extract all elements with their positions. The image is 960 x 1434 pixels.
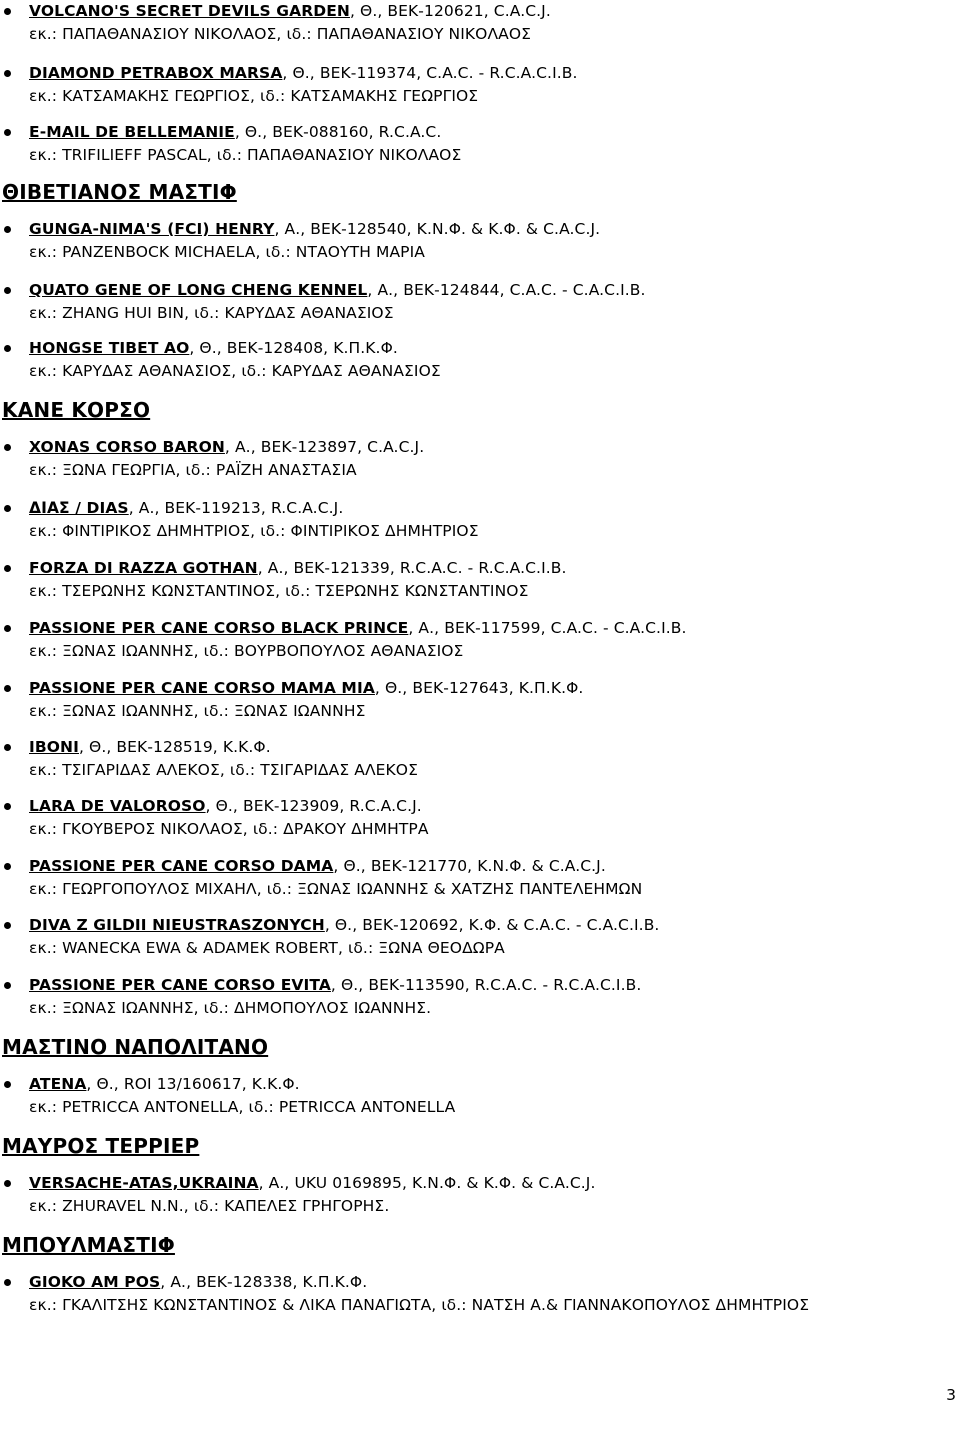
dog-details: , Θ., ΒΕΚ-127643, Κ.Π.Κ.Φ. bbox=[374, 679, 584, 697]
entry-title-line bbox=[29, 218, 600, 240]
bullet-icon bbox=[4, 565, 11, 572]
dog-details: , Θ., ΒΕΚ-123909, R.C.A.C.J. bbox=[205, 797, 422, 815]
entry-title-line bbox=[29, 974, 641, 996]
bullet-icon bbox=[4, 922, 11, 929]
entry-title-line bbox=[29, 62, 578, 84]
entry-title-line bbox=[29, 436, 424, 458]
bullet-icon bbox=[4, 685, 11, 692]
entry-title-line bbox=[29, 1172, 596, 1194]
entry-title-line bbox=[29, 617, 687, 639]
dog-name: PASSIONE PER CANE CORSO EVITA bbox=[29, 976, 331, 994]
bullet-icon bbox=[4, 982, 11, 989]
dog-details: , Α., UKU 0169895, Κ.Ν.Φ. & Κ.Φ. & C.A.C.J. bbox=[258, 1174, 596, 1192]
bullet-icon bbox=[4, 1180, 11, 1187]
dog-name: HONGSE TIBET AO bbox=[29, 339, 190, 357]
page-number: 3 bbox=[946, 1386, 956, 1404]
owners-line: εκ.: WANECKA EWA & ADAMEK ROBERT, ιδ.: ΞΩΝΑ ΘΕΟΔΩΡΑ bbox=[29, 939, 505, 957]
dog-name: XONAS CORSO BARON bbox=[29, 438, 225, 456]
dog-details: , Θ., ΒΕΚ-128408, Κ.Π.Κ.Φ. bbox=[189, 339, 398, 357]
bullet-icon bbox=[4, 625, 11, 632]
dog-details: , Θ., ΒΕΚ-113590, R.C.A.C. - R.C.A.C.I.B. bbox=[330, 976, 642, 994]
owners-line: εκ.: ΞΩΝΑΣ ΙΩΑΝΝΗΣ, ιδ.: ΔΗΜΟΠΟΥΛΟΣ ΙΩΑΝΝΗΣ. bbox=[29, 999, 432, 1017]
bullet-icon bbox=[4, 8, 11, 15]
dog-details: , Θ., ΒΕΚ-120692, Κ.Φ. & C.A.C. - C.A.C.I.B. bbox=[324, 916, 660, 934]
owners-line: εκ.: ZHANG HUI BIN, ιδ.: ΚΑΡΥΔΑΣ ΑΘΑΝΑΣΙΟΣ bbox=[29, 304, 394, 322]
dog-name: DIAMOND PETRABOX MARSA bbox=[29, 64, 283, 82]
dog-details: , Θ., ΒΕΚ-121770, Κ.Ν.Φ. & C.A.C.J. bbox=[333, 857, 606, 875]
owners-line: εκ.: ΤΣΕΡΩΝΗΣ ΚΩΝΣΤΑΝΤΙΝΟΣ, ιδ.: ΤΣΕΡΩΝΗΣ ΚΩΝΣΤΑΝΤΙΝΟΣ bbox=[29, 582, 529, 600]
section-heading: ΜΑΣΤΙΝΟ ΝΑΠΟΛΙΤΑΝΟ bbox=[2, 1035, 269, 1059]
bullet-icon bbox=[4, 1279, 11, 1286]
dog-name: PASSIONE PER CANE CORSO DAMA bbox=[29, 857, 334, 875]
dog-details: , Α., ΒΕΚ-124844, C.A.C. - C.A.C.I.B. bbox=[367, 281, 646, 299]
entry-title-line bbox=[29, 0, 551, 22]
owners-line: εκ.: ΚΑΤΣΑΜΑΚΗΣ ΓΕΩΡΓΙΟΣ, ιδ.: ΚΑΤΣΑΜΑΚΗΣ ΓΕΩΡΓΙΟΣ bbox=[29, 87, 479, 105]
dog-name: PASSIONE PER CANE CORSO MAMA MIA bbox=[29, 679, 375, 697]
owners-line: εκ.: PETRICCA ANTONELLA, ιδ.: PETRICCA ANTONELLA bbox=[29, 1098, 456, 1116]
dog-name: LARA DE VALOROSO bbox=[29, 797, 206, 815]
entry-title-line bbox=[29, 677, 583, 699]
entry-title-line bbox=[29, 497, 343, 519]
section-heading: ΘΙΒΕΤΙΑΝΟΣ ΜΑΣΤΙΦ bbox=[2, 180, 237, 204]
entry-title-line bbox=[29, 795, 422, 817]
owners-line: εκ.: ΚΑΡΥΔΑΣ ΑΘΑΝΑΣΙΟΣ, ιδ.: ΚΑΡΥΔΑΣ ΑΘΑΝΑΣΙΟΣ bbox=[29, 362, 441, 380]
dog-details: , Θ., ΒΕΚ-128519, Κ.Κ.Φ. bbox=[79, 738, 271, 756]
bullet-icon bbox=[4, 345, 11, 352]
owners-line: εκ.: ΞΩΝΑΣ ΙΩΑΝΝΗΣ, ιδ.: ΞΩΝΑΣ ΙΩΑΝΝΗΣ bbox=[29, 702, 366, 720]
owners-line: εκ.: PANZENBOCK MICHAELA, ιδ.: ΝΤΑΟΥΤΗ ΜΑΡΙΑ bbox=[29, 243, 425, 261]
dog-name: VERSACHE-ATAS,UKRAINA bbox=[29, 1174, 259, 1192]
bullet-icon bbox=[4, 744, 11, 751]
dog-name: IBONI bbox=[29, 738, 79, 756]
owners-line: εκ.: ΓΚΑΛΙΤΣΗΣ ΚΩΝΣΤΑΝΤΙΝΟΣ & ΛΙΚΑ ΠΑΝΑΓΙΩΤΑ, ιδ.: ΝΑΤΣΗ Α.& ΓΙΑΝΝΑΚΟΠΟΥΛΟΣ ΔΗΜΗΤΡΙΟΣ bbox=[29, 1296, 810, 1314]
dog-details: , Θ., ΒΕΚ-088160, R.C.A.C. bbox=[234, 123, 442, 141]
dog-name: E-MAIL DE BELLEMANIE bbox=[29, 123, 235, 141]
entry-title-line bbox=[29, 557, 567, 579]
dog-name: GUNGA-NIMA'S (FCI) HENRY bbox=[29, 220, 275, 238]
dog-name: ATENA bbox=[29, 1075, 87, 1093]
owners-line: εκ.: ZHURAVEL N.N., ιδ.: ΚΑΠΕΛΕΣ ΓΡΗΓΟΡΗΣ. bbox=[29, 1197, 390, 1215]
owners-line: εκ.: ΓΕΩΡΓΟΠΟΥΛΟΣ ΜΙΧΑΗΛ, ιδ.: ΞΩΝΑΣ ΙΩΑΝΝΗΣ & ΧΑΤΖΗΣ ΠΑΝΤΕΛΕΗΜΩΝ bbox=[29, 880, 643, 898]
dog-details: , Θ., ΒΕΚ-120621, C.A.C.J. bbox=[349, 2, 551, 20]
dog-name: FORZA DI RAZZA GOTHAN bbox=[29, 559, 258, 577]
dog-details: , Α., ΒΕΚ-123897, C.A.C.J. bbox=[224, 438, 425, 456]
bullet-icon bbox=[4, 863, 11, 870]
dog-name: VOLCANO'S SECRET DEVILS GARDEN bbox=[29, 2, 350, 20]
dog-details: , Θ., ΒΕΚ-119374, C.A.C. - R.C.A.C.I.B. bbox=[282, 64, 578, 82]
dog-name: ΔΙΑΣ / DIAS bbox=[29, 499, 129, 517]
entry-title-line bbox=[29, 337, 398, 359]
dog-details: , Α., ΒΕΚ-128338, Κ.Π.Κ.Φ. bbox=[160, 1273, 368, 1291]
section-heading: ΜΠΟΥΛΜΑΣΤΙΦ bbox=[2, 1233, 175, 1257]
entry-title-line bbox=[29, 914, 659, 936]
dog-details: , Α., ΒΕΚ-121339, R.C.A.C. - R.C.A.C.I.B. bbox=[257, 559, 567, 577]
owners-line: εκ.: ΓΚΟΥΒΕΡΟΣ ΝΙΚΟΛΑΟΣ, ιδ.: ΔΡΑΚΟΥ ΔΗΜΗΤΡΑ bbox=[29, 820, 429, 838]
section-heading: ΜΑΥΡΟΣ ΤΕΡΡΙΕΡ bbox=[2, 1134, 200, 1158]
owners-line: εκ.: ΤΣΙΓΑΡΙΔΑΣ ΑΛΕΚΟΣ, ιδ.: ΤΣΙΓΑΡΙΔΑΣ ΑΛΕΚΟΣ bbox=[29, 761, 418, 779]
dog-name: GIOKO AM POS bbox=[29, 1273, 161, 1291]
entry-title-line bbox=[29, 1073, 300, 1095]
bullet-icon bbox=[4, 803, 11, 810]
dog-details: , Α., ΒΕΚ-128540, Κ.Ν.Φ. & Κ.Φ. & C.A.C.J. bbox=[274, 220, 601, 238]
bullet-icon bbox=[4, 1081, 11, 1088]
entry-title-line bbox=[29, 121, 441, 143]
entry-title-line bbox=[29, 279, 646, 301]
owners-line: εκ.: ΦΙΝΤΙΡΙΚΟΣ ΔΗΜΗΤΡΙΟΣ, ιδ.: ΦΙΝΤΙΡΙΚΟΣ ΔΗΜΗΤΡΙΟΣ bbox=[29, 522, 479, 540]
owners-line: εκ.: ΞΩΝΑΣ ΙΩΑΝΝΗΣ, ιδ.: ΒΟΥΡΒΟΠΟΥΛΟΣ ΑΘΑΝΑΣΙΟΣ bbox=[29, 642, 464, 660]
section-heading: ΚΑΝΕ ΚΟΡΣΟ bbox=[2, 398, 151, 422]
bullet-icon bbox=[4, 444, 11, 451]
entry-title-line bbox=[29, 1271, 367, 1293]
owners-line: εκ.: ΞΩΝΑ ΓΕΩΡΓΙΑ, ιδ.: ΡΑΪΖΗ ΑΝΑΣΤΑΣΙΑ bbox=[29, 461, 357, 479]
dog-details: , Θ., ROI 13/160617, Κ.Κ.Φ. bbox=[86, 1075, 300, 1093]
bullet-icon bbox=[4, 129, 11, 136]
entry-title-line bbox=[29, 736, 271, 758]
bullet-icon bbox=[4, 505, 11, 512]
bullet-icon bbox=[4, 287, 11, 294]
entry-title-line bbox=[29, 855, 606, 877]
dog-name: QUATO GENE OF LONG CHENG KENNEL bbox=[29, 281, 368, 299]
dog-name: PASSIONE PER CANE CORSO BLACK PRINCE bbox=[29, 619, 409, 637]
dog-details: , Α., ΒΕΚ-117599, C.A.C. - C.A.C.I.B. bbox=[408, 619, 687, 637]
owners-line: εκ.: ΠΑΠΑΘΑΝΑΣΙΟΥ ΝΙΚΟΛΑΟΣ, ιδ.: ΠΑΠΑΘΑΝΑΣΙΟΥ ΝΙΚΟΛΑΟΣ bbox=[29, 25, 532, 43]
dog-name: DIVA Z GILDII NIEUSTRASZONYCH bbox=[29, 916, 325, 934]
bullet-icon bbox=[4, 226, 11, 233]
bullet-icon bbox=[4, 70, 11, 77]
owners-line: εκ.: TRIFILIEFF PASCAL, ιδ.: ΠΑΠΑΘΑΝΑΣΙΟΥ ΝΙΚΟΛΑΟΣ bbox=[29, 146, 462, 164]
dog-details: , Α., ΒΕΚ-119213, R.C.A.C.J. bbox=[128, 499, 344, 517]
